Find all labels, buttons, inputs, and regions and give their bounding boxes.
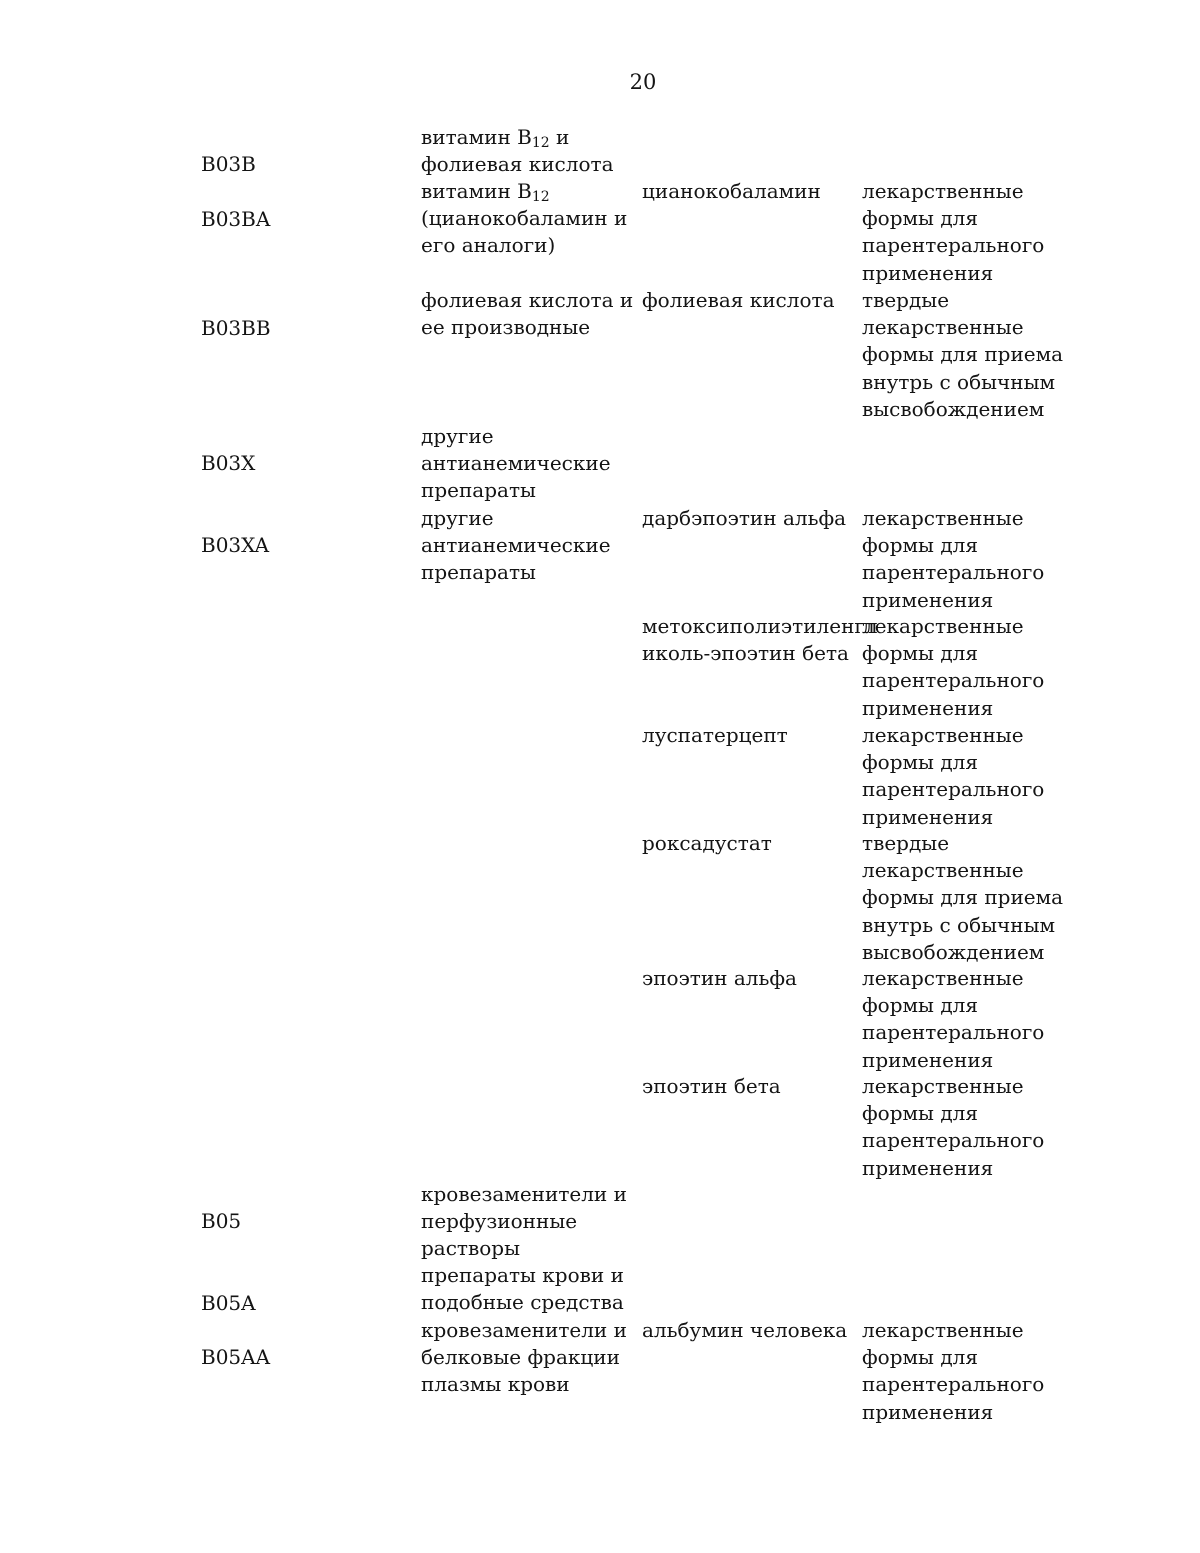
form-line: внутрь с обычным bbox=[862, 912, 1056, 937]
group-line: растворы bbox=[421, 1236, 521, 1261]
group-name bbox=[421, 287, 633, 341]
form-line: парентерального bbox=[862, 560, 1045, 585]
drug-line: иколь-эпоэтин бета bbox=[642, 641, 849, 666]
group-line: белковые фракции bbox=[421, 1345, 620, 1370]
drug-name: цианокобаламин bbox=[642, 179, 821, 203]
group-line: антианемические bbox=[421, 533, 611, 558]
form-line: лекарственные bbox=[862, 1074, 1024, 1098]
group-line: витамин В bbox=[421, 179, 532, 203]
group-name bbox=[421, 423, 611, 505]
form-line: твердые bbox=[862, 831, 950, 855]
drug-name: эпоэтин альфа bbox=[642, 966, 797, 990]
form-line: применения bbox=[862, 260, 994, 285]
form-line: парентерального bbox=[862, 1372, 1045, 1397]
atc-code: B05AA bbox=[201, 1345, 271, 1369]
dosage-form bbox=[862, 613, 1044, 722]
form-line: парентерального bbox=[862, 777, 1045, 802]
drug-name: дарбэпоэтин альфа bbox=[642, 506, 847, 530]
group-line: антианемические bbox=[421, 451, 611, 476]
form-line: применения bbox=[862, 695, 994, 720]
form-line: высвобождением bbox=[862, 939, 1045, 964]
dosage-form bbox=[862, 1317, 1044, 1426]
dosage-form bbox=[862, 1073, 1044, 1182]
group-line: кровезаменители и bbox=[421, 1318, 627, 1342]
group-line: перфузионные bbox=[421, 1209, 578, 1234]
drug-line: метоксиполиэтиленгл bbox=[642, 614, 878, 638]
group-name bbox=[421, 178, 627, 260]
form-line: лекарственные bbox=[862, 1318, 1024, 1342]
atc-code: B03BB bbox=[201, 316, 271, 340]
group-line: другие bbox=[421, 506, 494, 530]
dosage-form bbox=[862, 505, 1044, 614]
drug-name: луспатерцепт bbox=[642, 723, 788, 747]
form-line: парентерального bbox=[862, 1020, 1045, 1045]
group-name bbox=[421, 124, 614, 178]
group-line: фолиевая кислота и bbox=[421, 288, 634, 312]
group-name bbox=[421, 1317, 627, 1399]
group-line: препараты bbox=[421, 560, 536, 585]
form-line: формы для bbox=[862, 1101, 978, 1126]
form-line: формы для bbox=[862, 750, 978, 775]
form-line: твердые bbox=[862, 288, 950, 312]
group-line: фолиевая кислота bbox=[421, 152, 614, 177]
group-line: плазмы крови bbox=[421, 1372, 570, 1397]
group-line: витамин В bbox=[421, 125, 532, 149]
form-line: формы для bbox=[862, 1345, 978, 1370]
form-line: применения bbox=[862, 1399, 994, 1424]
form-line: лекарственные bbox=[862, 506, 1024, 530]
form-line: формы для bbox=[862, 993, 978, 1018]
form-line: формы для приема bbox=[862, 342, 1064, 367]
atc-code: B03BA bbox=[201, 207, 271, 231]
group-line: подобные средства bbox=[421, 1290, 624, 1315]
form-line: лекарственные bbox=[862, 966, 1024, 990]
group-name bbox=[421, 505, 611, 587]
form-line: применения bbox=[862, 1155, 994, 1180]
form-line: лекарственные bbox=[862, 315, 1024, 340]
group-name bbox=[421, 1262, 624, 1316]
atc-code: B03XA bbox=[201, 533, 270, 557]
group-line: другие bbox=[421, 424, 494, 448]
form-line: лекарственные bbox=[862, 723, 1024, 747]
page-number: 20 bbox=[629, 70, 657, 94]
group-line: его аналоги) bbox=[421, 233, 556, 258]
form-line: применения bbox=[862, 1047, 994, 1072]
atc-code: B05A bbox=[201, 1291, 256, 1315]
form-line: высвобождением bbox=[862, 396, 1045, 421]
form-line: формы для bbox=[862, 641, 978, 666]
form-line: применения bbox=[862, 587, 994, 612]
subscript: 12 bbox=[531, 189, 550, 205]
drug-name: роксадустат bbox=[642, 831, 772, 855]
group-line-suffix: и bbox=[549, 125, 570, 149]
group-line: кровезаменители и bbox=[421, 1182, 627, 1206]
atc-code: B03X bbox=[201, 451, 256, 475]
dosage-form bbox=[862, 830, 1063, 966]
group-line: препараты bbox=[421, 478, 536, 503]
form-line: формы для приема bbox=[862, 885, 1064, 910]
dosage-form bbox=[862, 722, 1044, 831]
group-name bbox=[421, 1181, 627, 1263]
group-line: (цианокобаламин и bbox=[421, 206, 628, 231]
form-line: формы для bbox=[862, 206, 978, 231]
subscript: 12 bbox=[531, 135, 550, 151]
group-line: препараты крови и bbox=[421, 1263, 624, 1287]
group-line: ее производные bbox=[421, 315, 591, 340]
form-line: парентерального bbox=[862, 233, 1045, 258]
dosage-form bbox=[862, 178, 1044, 287]
form-line: применения bbox=[862, 804, 994, 829]
form-line: парентерального bbox=[862, 668, 1045, 693]
form-line: лекарственные bbox=[862, 614, 1024, 638]
dosage-form bbox=[862, 287, 1063, 423]
form-line: лекарственные bbox=[862, 179, 1024, 203]
dosage-form bbox=[862, 965, 1044, 1074]
form-line: лекарственные bbox=[862, 858, 1024, 883]
atc-code: B03B bbox=[201, 152, 256, 176]
drug-name: фолиевая кислота bbox=[642, 288, 835, 312]
atc-code: B05 bbox=[201, 1209, 242, 1233]
form-line: формы для bbox=[862, 533, 978, 558]
drug-name bbox=[642, 613, 878, 667]
drug-name: альбумин человека bbox=[642, 1318, 848, 1342]
drug-name: эпоэтин бета bbox=[642, 1074, 781, 1098]
form-line: внутрь с обычным bbox=[862, 369, 1056, 394]
form-line: парентерального bbox=[862, 1128, 1045, 1153]
